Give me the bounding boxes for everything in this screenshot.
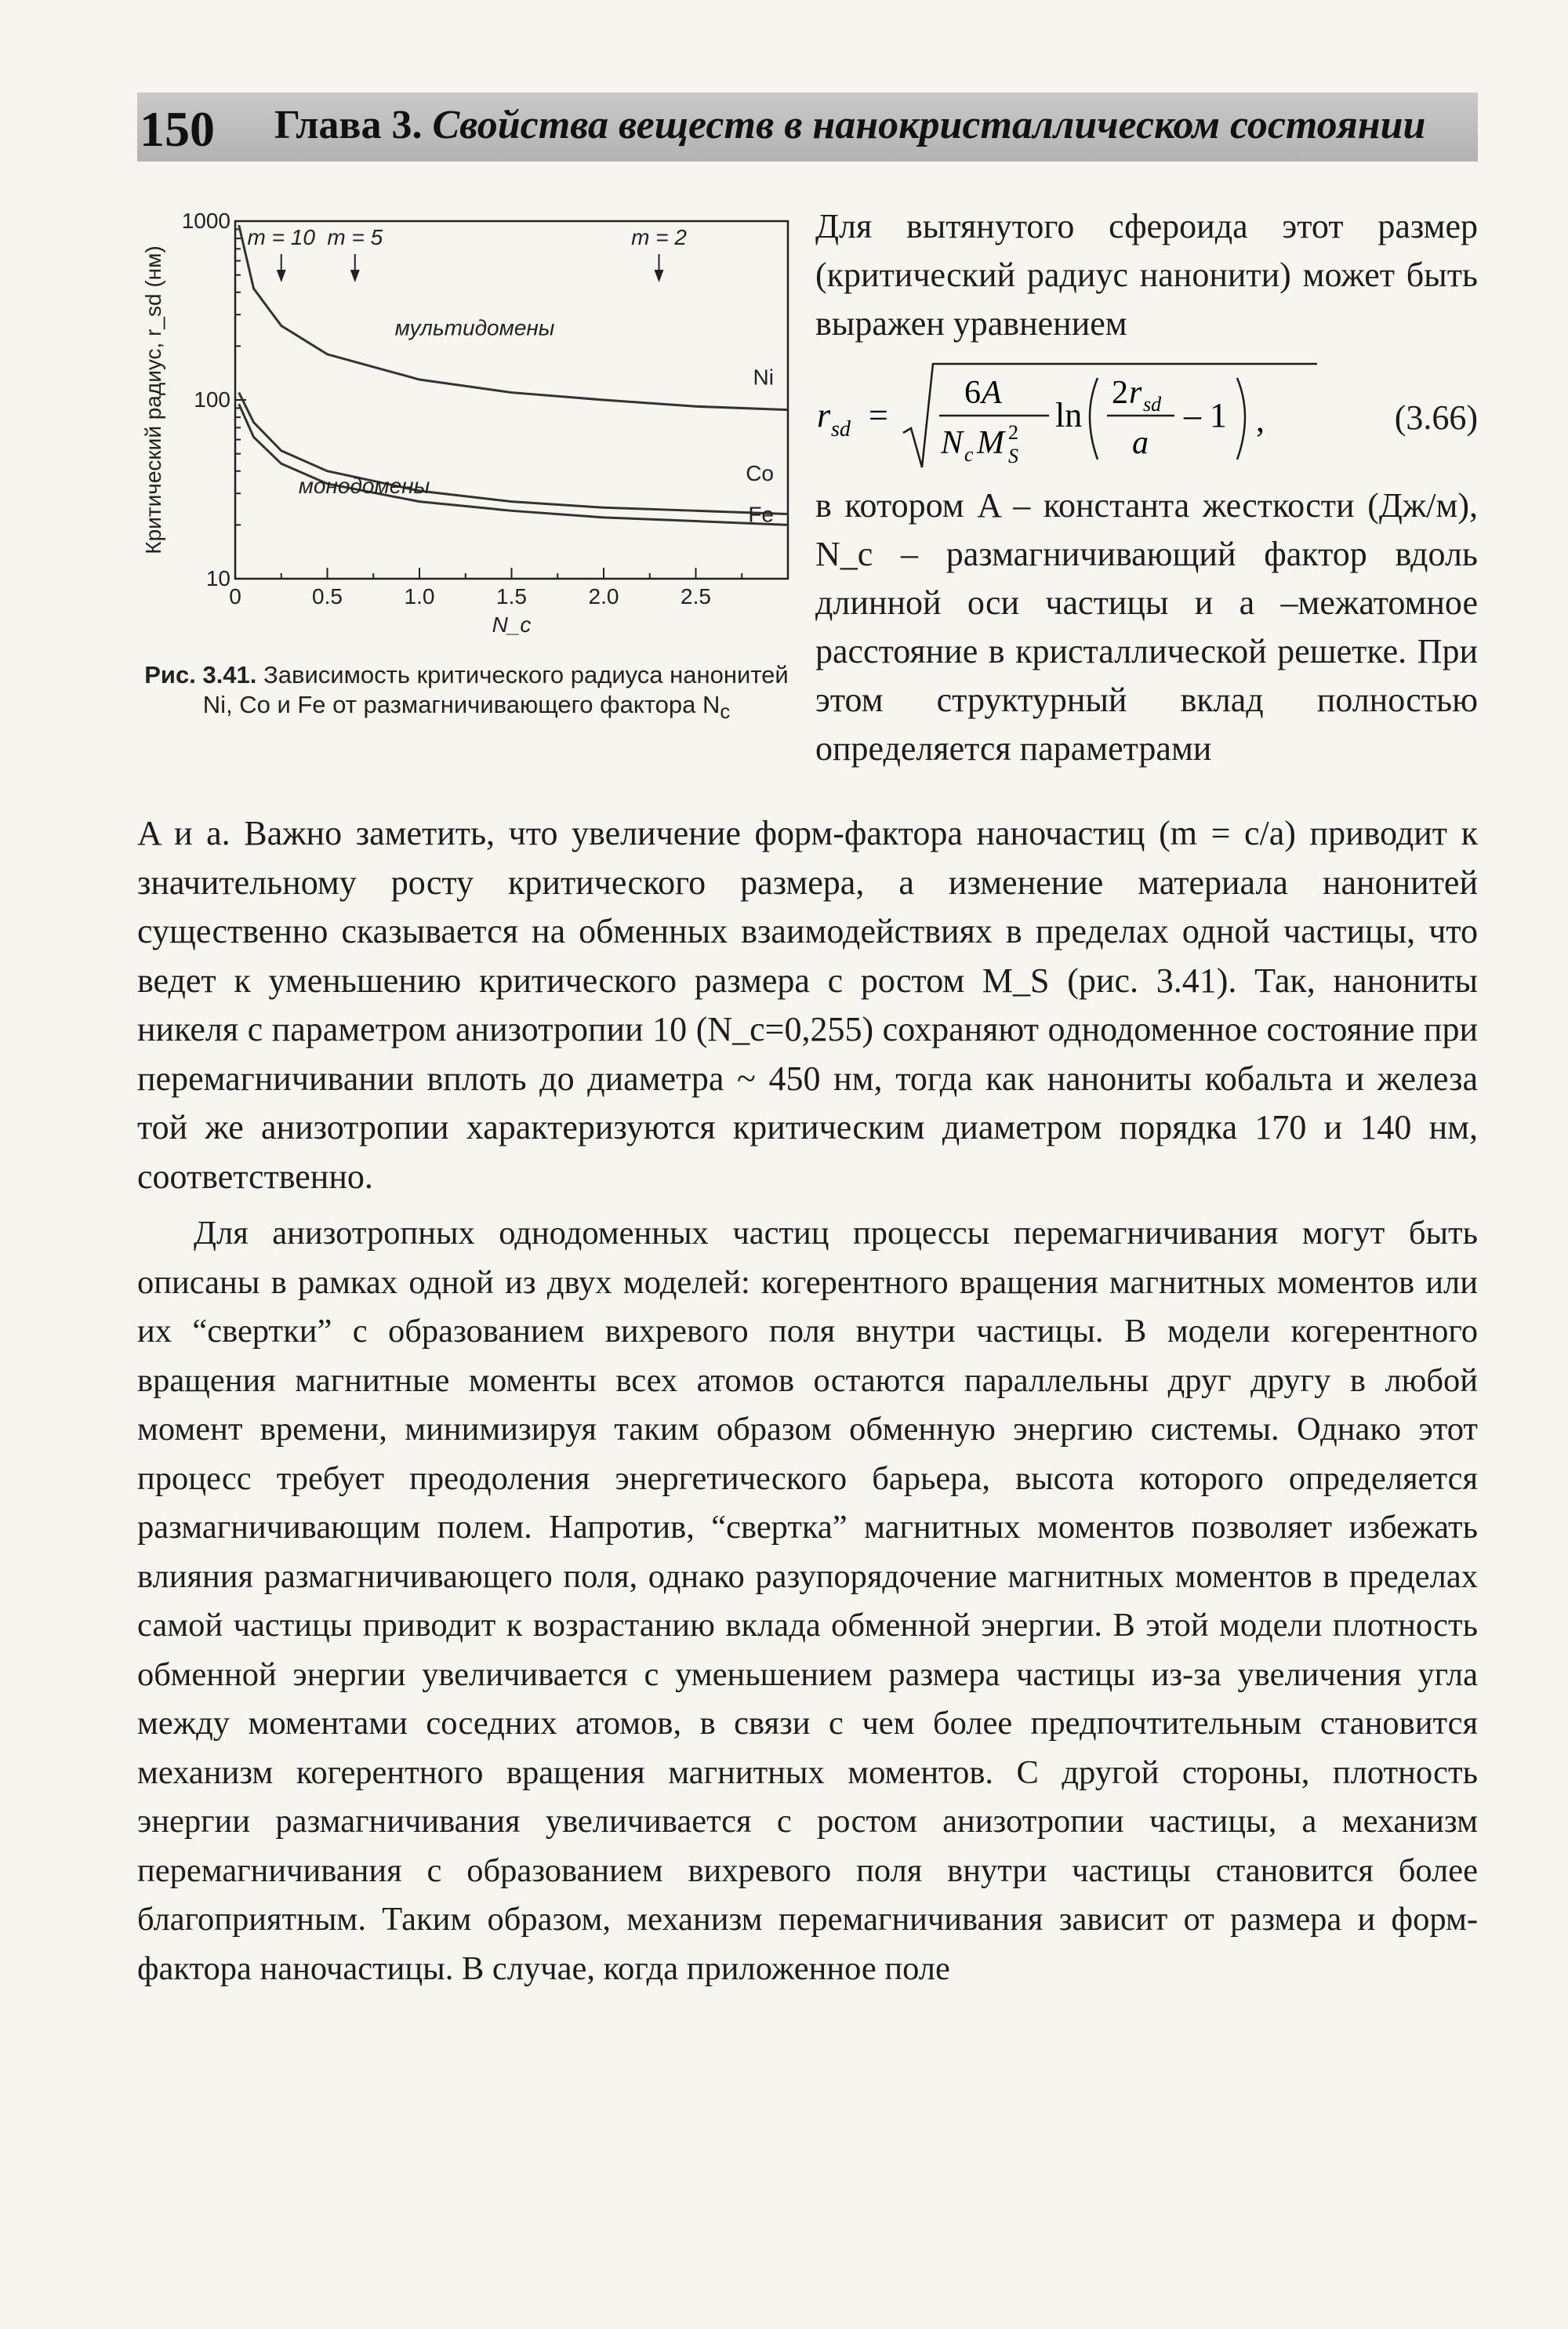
svg-text:=: =: [869, 396, 888, 434]
x-axis-label: N_c: [492, 612, 532, 637]
series-label-ni: Ni: [753, 365, 774, 390]
x-tick-label: 0: [229, 584, 241, 609]
y-tick-label: 100: [194, 387, 230, 412]
series-label-co: Co: [746, 461, 774, 486]
annotation-label: m = 10: [247, 225, 315, 249]
x-tick-label: 2.0: [588, 584, 619, 609]
svg-text:r: r: [817, 396, 831, 434]
region-label-monodomain: монодомены: [298, 474, 430, 499]
annotation-label: m = 2: [631, 225, 687, 249]
equation-3-66: [815, 358, 1478, 475]
figure-3-41: [137, 204, 796, 776]
running-title: [274, 102, 1425, 148]
annotation-arrow-head: [277, 270, 286, 282]
svg-text:A: A: [982, 375, 1002, 411]
y-tick-label: 1000: [181, 209, 230, 233]
right-column-text: [815, 202, 1478, 773]
svg-text:,: ,: [1256, 401, 1265, 439]
svg-text:ln: ln: [1055, 396, 1083, 434]
x-tick-label: 1.5: [496, 584, 527, 609]
annotation-arrow-head: [350, 270, 360, 282]
x-tick-label: 0.5: [312, 584, 343, 609]
svg-text:2: 2: [1008, 421, 1018, 444]
svg-text:6: 6: [964, 375, 981, 411]
y-tick-label: 10: [205, 566, 230, 590]
svg-text:r: r: [1129, 375, 1142, 411]
svg-text:S: S: [1008, 445, 1018, 467]
series-label-fe: Fe: [748, 502, 774, 527]
svg-text:2: 2: [1112, 375, 1128, 411]
series-line-fe: [239, 404, 788, 525]
region-label-multidomain: мультидомены: [394, 315, 555, 340]
equation-explanation: в котором A – константа жесткости (Дж/м), N_c – размагничивающий фактор вдоль длинной оси частицы и a –межатомное расстояние в кристаллической решетке. При этом структурный вклад полностью определяется параметрами: [815, 486, 1478, 768]
paragraph-1: A и a. Важно заметить, что увеличение форм-фактора наночастиц (m = c/a) приводит к значительному росту критического размера, а изменение материала нанонитей существенно сказывается на обменных взаимодействиях в пределах одной частицы, что ведет к уменьшению критического размера с ростом M_S (рис. 3.41). Так, нанониты никеля с параметром анизотропии 10 (N_c=0,255) сохраняют однодоменное состояние при перемагничивании вплоть до диаметра ~ 450 нм, тогда как нанониты кобальта и железа той же анизотропии характеризуются критическим диаметром порядка 170 и 140 нм, соответственно.: [137, 814, 1478, 1196]
svg-text:c: c: [964, 443, 974, 466]
page-number: 150: [140, 101, 215, 157]
critical-radius-chart: [137, 204, 796, 643]
figure-caption: [137, 660, 796, 727]
y-axis-label: Критический радиус, r_sd (нм): [141, 245, 165, 554]
equation-number: (3.66): [1394, 398, 1478, 437]
caption-label: Рис. 3.41.: [144, 661, 257, 689]
paragraph-2: Для анизотропных однодоменных частиц процессы перемагничивания могут быть описаны в рамках одной из двух моделей: когерентного вращения магнитных моментов или их “свертки” с образованием вихревого поля внутри частицы. В модели когерентного вращения магнитные моменты всех атомов остаются параллельны друг другу в любой момент времени, минимизируя таким образом обменную энергию системы. Однако этот процесс требует преодоления энергетического барьера, высота которого определяется размагничивающим полем. Напротив, “свертка” магнитных моментов позволяет избежать влияния размагничивающего поля, однако разупорядочение магнитных моментов в пределах самой частицы приводит к возрастанию вклада обменной энергии. В этой модели плотность обменной энергии увеличивается с уменьшением размера частицы из-за увеличения угла между моментами соседних атомов, в связи с чем более предпочтительным становится механизм когерентного вращения магнитных моментов. С другой стороны, плотность энергии размагничивания увеличивается с ростом анизотропии частицы, а механизм перемагничивания с образованием вихревого поля внутри частицы становится более благоприятным. Таким образом, механизм перемагничивания зависит от размера и форм-фактора наночастицы. В случае, когда приложенное поле: [137, 1215, 1478, 1987]
main-text: [137, 809, 1478, 1993]
plot-frame: [235, 221, 788, 579]
svg-text:N: N: [941, 425, 964, 461]
svg-text:sd: sd: [831, 417, 851, 441]
svg-text:sd: sd: [1143, 393, 1162, 416]
annotation-label: m = 5: [327, 225, 383, 249]
chapter-title: Свойства веществ в нанокристаллическом состоянии: [432, 103, 1426, 147]
caption-subscript: c: [720, 701, 731, 724]
equation-intro: Для вытянутого сфероида этот размер (критический радиус нанонити) может быть выражен уравнением: [815, 207, 1478, 343]
svg-text:M: M: [977, 425, 1004, 461]
caption-text: Зависимость критического радиуса нанонитей Ni, Co и Fe от размагничивающего фактора N: [202, 661, 789, 718]
x-tick-label: 2.5: [681, 584, 711, 609]
equation-formula: [815, 358, 1333, 475]
chapter-label: Глава 3.: [274, 103, 423, 147]
x-tick-label: 1.0: [404, 584, 435, 609]
annotation-arrow-head: [655, 270, 664, 282]
svg-text:– 1: – 1: [1184, 396, 1227, 434]
svg-text:a: a: [1132, 425, 1149, 461]
